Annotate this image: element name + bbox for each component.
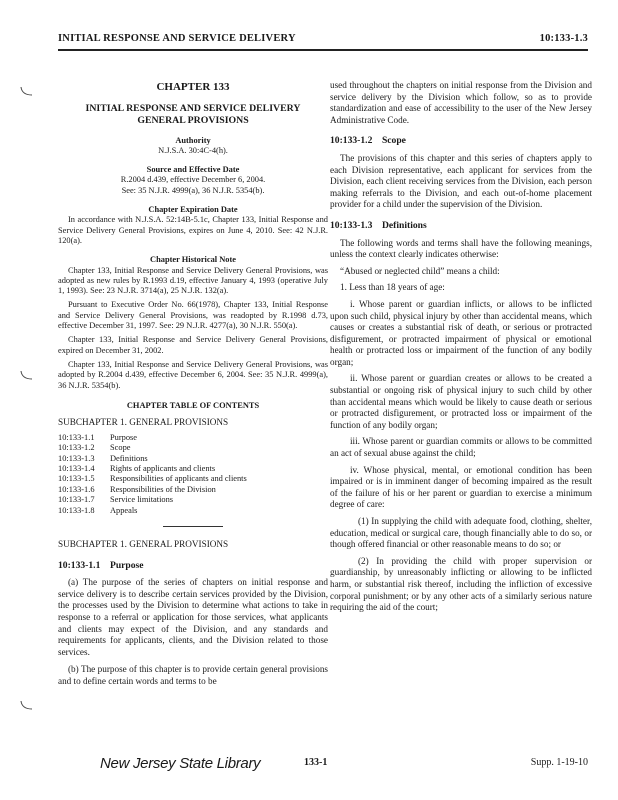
library-stamp: New Jersey State Library [100, 755, 261, 772]
historical-note-4: Chapter 133, Initial Response and Service Delivery General Provisions, was adopted by R.2004 d.439, effective December 6, 2004. See: 35 N.J.R. 4999(a), 36 N.J.R. 5354(b). [58, 359, 328, 390]
toc-row[interactable]: 10:133-1.6 Responsibilities of the Division [58, 484, 216, 494]
toc-row[interactable]: 10:133-1.3 Definitions [58, 453, 148, 463]
toc-row[interactable]: 10:133-1.7 Service limitations [58, 495, 174, 505]
toc-heading: CHAPTER TABLE OF CONTENTS [126, 400, 260, 410]
definitions-intro: The following words and terms shall have the following meanings, unless the context clearly indicates otherwise: [330, 237, 592, 260]
margin-mark-icon [20, 370, 34, 382]
definition-abused-child: “Abused or neglected child” means a child: [340, 265, 500, 276]
purpose-para-b: (b) The purpose of this chapter is to provide certain general provisions and to define certain words and terms to be [58, 664, 328, 686]
definition-item-iv-1: (1) In supplying the child with adequate food, clothing, shelter, education, medical or surgical care, though financially able to do so, or though offered financial or other reasonable means to do so; or [330, 516, 592, 550]
chapter-number: CHAPTER 133 [156, 81, 230, 93]
margin-mark-icon [20, 86, 34, 98]
authority-text: N.J.S.A. 30:4C-4(h). [158, 145, 228, 155]
toc-row[interactable]: 10:133-1.2 Scope [58, 443, 131, 453]
section-heading-purpose: 10:133-1.1 Purpose [58, 559, 144, 571]
source-line1: R.2004 d.439, effective December 6, 2004. [120, 175, 266, 185]
chapter-title-line1: INITIAL RESPONSE AND SERVICE DELIVERY [85, 102, 301, 114]
historical-note-2: Pursuant to Executive Order No. 66(1978), Chapter 133, Initial Response and Service Delivery General Provisions, was readopted by R.1998 d.73, effective December 31, 1997. See: 29 N.J.R. 4277(a), 30 N.J.R. 550(a). [58, 300, 328, 331]
margin-mark-icon [20, 700, 34, 712]
definition-item-iv-2: (2) In providing the child with proper supervision or guardianship, by unreasonably inflicting or allowing to be inflicted harm, or substantial risk thereof, including the infliction of excessive corporal punishment; or by any other acts of a similarly serious nature requiring the aid of the court; [330, 555, 592, 613]
toc-row[interactable]: 10:133-1.8 Appeals [58, 505, 138, 515]
table-of-contents [58, 433, 328, 516]
right-column [330, 80, 592, 614]
historical-note-3: Chapter 133, Initial Response and Service Delivery General Provisions, expired on December 31, 2002. [58, 335, 328, 355]
toc-subchapter: SUBCHAPTER 1. GENERAL PROVISIONS [58, 417, 229, 428]
section-heading-scope: 10:133-1.2 Scope [330, 135, 406, 147]
header-rule [58, 49, 588, 51]
definition-item-1: 1. Less than 18 years of age: [340, 282, 445, 293]
authority-heading: Authority [175, 135, 211, 145]
header-right: 10:133-1.3 [539, 33, 588, 44]
expiration-text: In accordance with N.J.S.A. 52:14B-5.1c, Chapter 133, Initial Response and Service Delivery General Provisions, expires on June 4, 2010. See: 42 N.J.R. 120(a). [58, 215, 328, 245]
expiration-heading: Chapter Expiration Date [148, 205, 238, 215]
running-header [58, 33, 588, 49]
header-left: INITIAL RESPONSE AND SERVICE DELIVERY [58, 33, 296, 44]
supplement-date: Supp. 1-19-10 [530, 757, 588, 768]
definition-item-iii: iii. Whose parent or guardian commits or allows to be committed an act of sexual abuse against the child; [330, 436, 592, 459]
historical-note-heading: Chapter Historical Note [150, 255, 236, 265]
scope-text: The provisions of this chapter and this series of chapters apply to each Division representative, each applicant for services from the Division, each client receiving services from the Division, each person making referrals to the Division, and each out-of-home placement provider for a child under the supervision of the Division. [330, 152, 592, 210]
source-line2: See: 35 N.J.R. 4999(a), 36 N.J.R. 5354(b). [121, 185, 265, 195]
source-heading: Source and Effective Date [146, 165, 240, 175]
definition-item-iv: iv. Whose physical, mental, or emotional condition has been impaired or is in imminent danger of becoming impaired as the result of the failure of his or her parent or guardian to exercise a minimum degree of care: [330, 464, 592, 510]
section-divider [163, 526, 223, 527]
definition-item-i: i. Whose parent or guardian inflicts, or allows to be inflicted upon such child, physical injury by other than accidental means, which causes or creates a substantial risk of death, or serious or protracted disfigurement, or protracted impairment of physical or emotional health or protracted loss or impairment of the function of any bodily organ; [330, 298, 592, 367]
toc-row[interactable]: 10:133-1.1 Purpose [58, 432, 137, 442]
subchapter-heading: SUBCHAPTER 1. GENERAL PROVISIONS [58, 538, 229, 549]
historical-note-1: Chapter 133, Initial Response and Service Delivery General Provisions, was adopted as new rules by R.1993 d.19, effective January 4, 1993 (operative July 1, 1993). See: 23 N.J.R. 3714(a), 25 N.J.R. 132(a). [58, 265, 328, 296]
page-footer [0, 755, 618, 779]
chapter-title-line2: GENERAL PROVISIONS [137, 114, 249, 126]
toc-row[interactable]: 10:133-1.5 Responsibilities of applicants and clients [58, 474, 247, 484]
purpose-continued: used throughout the chapters on initial response from the Division and service delivery by the Division which follow, so as to provide standardization and ease of accessibility to the user of the New Jersey Administrative Code. [330, 80, 592, 125]
toc-row[interactable]: 10:133-1.4 Rights of applicants and clients [58, 463, 216, 473]
section-heading-definitions: 10:133-1.3 Definitions [330, 219, 427, 231]
purpose-para-a: (a) The purpose of the series of chapters on initial response and service delivery is to describe certain services provided by the Division, the processes used by the Division to determine what actions to take in response to a referral or application for those services, what applicants and clients may expect of the Division, and any standards and requirements for applicants, clients, and the Division related to those services. [58, 577, 328, 657]
left-column [58, 82, 328, 688]
definition-item-ii: ii. Whose parent or guardian creates or allows to be created a substantial or ongoing risk of physical injury to such child by other than accidental means which would be likely to cause death or serious or protracted disfigurement, or protracted loss or impairment of the function of any bodily organ; [330, 373, 592, 430]
page-number: 133-1 [304, 757, 328, 768]
